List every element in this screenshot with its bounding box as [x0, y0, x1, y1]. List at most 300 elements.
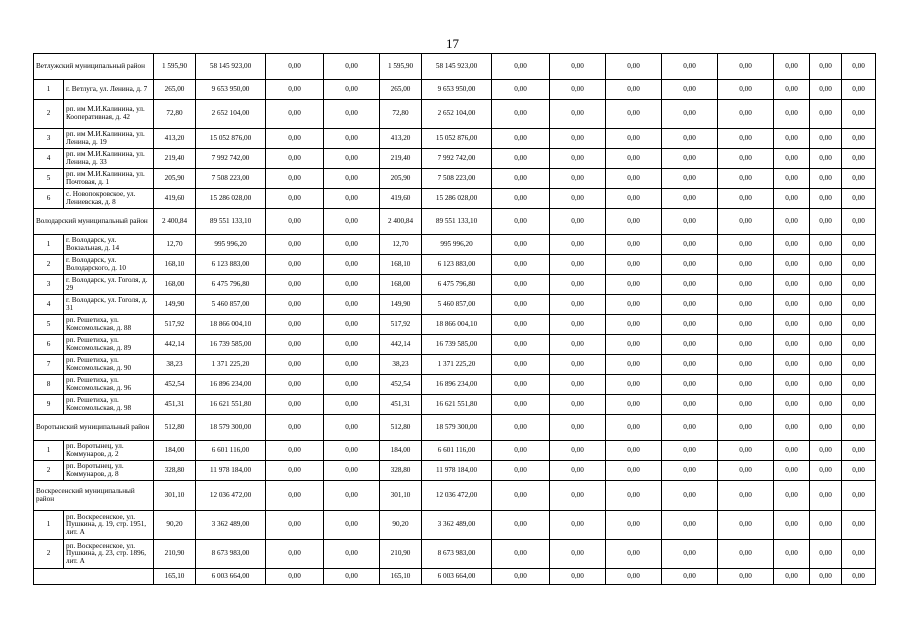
value-cell: 0,00 [324, 335, 380, 355]
value-cell: 0,00 [606, 80, 662, 100]
value-cell: 0,00 [266, 100, 324, 129]
value-cell: 0,00 [774, 80, 810, 100]
value-cell: 0,00 [662, 255, 718, 275]
value-cell: 0,00 [266, 275, 324, 295]
address-cell: с. Новопокровское, ул. Лениевская, д. 8 [64, 189, 154, 209]
value-cell: 0,00 [774, 169, 810, 189]
value-cell: 0,00 [550, 315, 606, 335]
value-cell: 0,00 [606, 540, 662, 569]
value-cell: 16 739 585,00 [422, 335, 492, 355]
value-cell: 0,00 [492, 441, 550, 461]
row-number: 6 [34, 335, 64, 355]
value-cell: 0,00 [550, 415, 606, 441]
value-cell: 0,00 [842, 335, 876, 355]
value-cell: 219,40 [380, 149, 422, 169]
value-cell: 72,80 [380, 100, 422, 129]
value-cell: 0,00 [606, 315, 662, 335]
value-cell: 7 508 223,00 [422, 169, 492, 189]
value-cell: 0,00 [662, 461, 718, 481]
value-cell: 328,80 [154, 461, 196, 481]
value-cell: 0,00 [324, 569, 380, 585]
value-cell: 15 052 876,00 [196, 129, 266, 149]
value-cell: 0,00 [662, 54, 718, 80]
value-cell: 0,00 [266, 235, 324, 255]
value-cell: 6 601 116,00 [196, 441, 266, 461]
address-cell: рп. Воротынец, ул. Коммунаров, д. 8 [64, 461, 154, 481]
table-row [34, 461, 876, 481]
value-cell: 0,00 [810, 540, 842, 569]
value-cell: 18 866 004,10 [422, 315, 492, 335]
value-cell: 38,23 [154, 355, 196, 375]
value-cell: 0,00 [774, 441, 810, 461]
row-number: 4 [34, 295, 64, 315]
value-cell: 0,00 [842, 100, 876, 129]
value-cell: 16 621 551,80 [422, 395, 492, 415]
value-cell: 0,00 [324, 355, 380, 375]
value-cell: 0,00 [662, 209, 718, 235]
table-row [34, 255, 876, 275]
value-cell: 0,00 [492, 275, 550, 295]
row-number: 1 [34, 235, 64, 255]
value-cell: 0,00 [810, 415, 842, 441]
value-cell: 0,00 [774, 129, 810, 149]
value-cell: 0,00 [266, 255, 324, 275]
table-row [34, 275, 876, 295]
page-number: 17 [446, 36, 459, 51]
value-cell: 0,00 [492, 80, 550, 100]
value-cell: 0,00 [266, 415, 324, 441]
value-cell: 0,00 [606, 511, 662, 540]
value-cell: 0,00 [662, 395, 718, 415]
value-cell: 0,00 [662, 375, 718, 395]
value-cell: 58 145 923,00 [422, 54, 492, 80]
address-cell: г. Володарск, ул. Володарского, д. 10 [64, 255, 154, 275]
value-cell: 0,00 [718, 100, 774, 129]
value-cell: 8 673 983,00 [422, 540, 492, 569]
value-cell: 184,00 [154, 441, 196, 461]
value-cell: 15 286 028,00 [196, 189, 266, 209]
row-number: 6 [34, 189, 64, 209]
value-cell: 0,00 [324, 295, 380, 315]
value-cell: 0,00 [606, 54, 662, 80]
value-cell: 3 362 489,00 [422, 511, 492, 540]
value-cell: 517,92 [154, 315, 196, 335]
value-cell: 301,10 [154, 481, 196, 511]
value-cell: 0,00 [324, 275, 380, 295]
address-cell: рп. им М.И.Калинина, ул. Ленина, д. 19 [64, 129, 154, 149]
value-cell: 0,00 [718, 129, 774, 149]
address-cell: рп. Решетиха, ул. Комсомольская, д. 88 [64, 315, 154, 335]
value-cell: 12,70 [154, 235, 196, 255]
value-cell: 1 371 225,20 [196, 355, 266, 375]
value-cell: 413,20 [380, 129, 422, 149]
value-cell: 0,00 [606, 481, 662, 511]
value-cell: 0,00 [810, 275, 842, 295]
value-cell: 0,00 [842, 395, 876, 415]
value-cell: 0,00 [492, 355, 550, 375]
value-cell: 58 145 923,00 [196, 54, 266, 80]
value-cell: 0,00 [492, 569, 550, 585]
value-cell: 0,00 [718, 441, 774, 461]
region-total-row [34, 481, 876, 511]
value-cell: 0,00 [842, 235, 876, 255]
value-cell: 0,00 [266, 169, 324, 189]
value-cell: 0,00 [810, 189, 842, 209]
value-cell: 1 371 225,20 [422, 355, 492, 375]
address-cell: рп. Решетиха, ул. Комсомольская, д. 89 [64, 335, 154, 355]
value-cell: 0,00 [774, 275, 810, 295]
value-cell: 0,00 [842, 441, 876, 461]
value-cell: 0,00 [492, 189, 550, 209]
value-cell: 0,00 [810, 255, 842, 275]
value-cell: 301,10 [380, 481, 422, 511]
value-cell: 18 579 300,00 [422, 415, 492, 441]
value-cell: 5 460 857,00 [422, 295, 492, 315]
value-cell: 0,00 [810, 54, 842, 80]
value-cell: 0,00 [774, 335, 810, 355]
value-cell: 0,00 [266, 335, 324, 355]
value-cell: 0,00 [810, 461, 842, 481]
row-number: 5 [34, 315, 64, 335]
value-cell: 0,00 [842, 149, 876, 169]
value-cell: 0,00 [842, 295, 876, 315]
value-cell: 0,00 [606, 100, 662, 129]
table-row [34, 80, 876, 100]
value-cell: 72,80 [154, 100, 196, 129]
value-cell: 0,00 [606, 189, 662, 209]
value-cell: 0,00 [324, 315, 380, 335]
value-cell: 6 003 664,00 [196, 569, 266, 585]
value-cell: 0,00 [718, 355, 774, 375]
value-cell: 0,00 [718, 569, 774, 585]
value-cell: 0,00 [718, 375, 774, 395]
value-cell: 0,00 [266, 481, 324, 511]
value-cell: 6 475 796,80 [196, 275, 266, 295]
value-cell: 0,00 [606, 235, 662, 255]
row-number: 2 [34, 461, 64, 481]
value-cell: 0,00 [774, 255, 810, 275]
address-cell: рп. Решетиха, ул. Комсомольская, д. 90 [64, 355, 154, 375]
value-cell: 5 460 857,00 [196, 295, 266, 315]
address-cell: рп. им М.И.Калинина, ул. Почтовая, д. 1 [64, 169, 154, 189]
value-cell: 0,00 [810, 315, 842, 335]
row-number: 2 [34, 540, 64, 569]
trailing-total-row [34, 569, 876, 585]
region-name: Володарский муниципальный район [34, 209, 154, 235]
value-cell: 168,00 [154, 275, 196, 295]
value-cell: 205,90 [154, 169, 196, 189]
value-cell: 12 036 472,00 [196, 481, 266, 511]
value-cell: 16 621 551,80 [196, 395, 266, 415]
value-cell: 0,00 [842, 169, 876, 189]
value-cell: 168,00 [380, 275, 422, 295]
value-cell: 0,00 [266, 461, 324, 481]
row-number: 1 [34, 511, 64, 540]
value-cell: 0,00 [662, 275, 718, 295]
value-cell: 0,00 [810, 80, 842, 100]
value-cell: 0,00 [606, 275, 662, 295]
value-cell: 0,00 [810, 295, 842, 315]
value-cell: 6 123 883,00 [422, 255, 492, 275]
value-cell: 0,00 [810, 335, 842, 355]
value-cell: 451,31 [380, 395, 422, 415]
value-cell: 442,14 [380, 335, 422, 355]
value-cell: 0,00 [842, 481, 876, 511]
row-number: 4 [34, 149, 64, 169]
value-cell: 0,00 [810, 209, 842, 235]
value-cell: 0,00 [550, 54, 606, 80]
value-cell: 0,00 [718, 275, 774, 295]
value-cell: 0,00 [492, 129, 550, 149]
value-cell: 0,00 [810, 355, 842, 375]
value-cell: 0,00 [774, 235, 810, 255]
value-cell: 6 601 116,00 [422, 441, 492, 461]
value-cell: 0,00 [842, 511, 876, 540]
value-cell: 0,00 [774, 355, 810, 375]
value-cell: 0,00 [774, 295, 810, 315]
value-cell: 0,00 [324, 100, 380, 129]
value-cell: 0,00 [718, 255, 774, 275]
value-cell: 0,00 [774, 481, 810, 511]
value-cell: 0,00 [718, 395, 774, 415]
value-cell: 0,00 [718, 235, 774, 255]
value-cell: 0,00 [324, 481, 380, 511]
table-row [34, 511, 876, 540]
value-cell: 0,00 [492, 540, 550, 569]
value-cell: 0,00 [662, 335, 718, 355]
value-cell: 0,00 [842, 415, 876, 441]
value-cell: 512,80 [154, 415, 196, 441]
value-cell: 0,00 [550, 255, 606, 275]
value-cell: 0,00 [324, 209, 380, 235]
value-cell: 265,00 [154, 80, 196, 100]
value-cell: 38,23 [380, 355, 422, 375]
value-cell: 0,00 [550, 235, 606, 255]
value-cell: 0,00 [266, 315, 324, 335]
value-cell: 0,00 [718, 149, 774, 169]
value-cell: 0,00 [662, 355, 718, 375]
value-cell: 0,00 [810, 100, 842, 129]
value-cell: 0,00 [718, 169, 774, 189]
value-cell: 6 123 883,00 [196, 255, 266, 275]
value-cell: 210,90 [154, 540, 196, 569]
value-cell: 0,00 [662, 315, 718, 335]
row-number: 9 [34, 395, 64, 415]
row-number: 1 [34, 441, 64, 461]
value-cell: 0,00 [810, 511, 842, 540]
value-cell: 0,00 [662, 569, 718, 585]
value-cell: 12,70 [380, 235, 422, 255]
value-cell: 0,00 [324, 540, 380, 569]
value-cell: 442,14 [154, 335, 196, 355]
row-number: 5 [34, 169, 64, 189]
value-cell: 0,00 [266, 149, 324, 169]
value-cell: 184,00 [380, 441, 422, 461]
value-cell: 0,00 [810, 129, 842, 149]
value-cell: 0,00 [550, 375, 606, 395]
row-number: 7 [34, 355, 64, 375]
value-cell: 0,00 [550, 189, 606, 209]
value-cell: 0,00 [662, 441, 718, 461]
value-cell: 0,00 [662, 481, 718, 511]
value-cell: 0,00 [774, 461, 810, 481]
value-cell: 90,20 [154, 511, 196, 540]
value-cell: 0,00 [266, 395, 324, 415]
table-row [34, 189, 876, 209]
value-cell: 0,00 [718, 295, 774, 315]
value-cell: 2 652 104,00 [422, 100, 492, 129]
value-cell: 0,00 [810, 169, 842, 189]
value-cell: 0,00 [662, 129, 718, 149]
value-cell: 0,00 [810, 149, 842, 169]
value-cell: 0,00 [810, 441, 842, 461]
value-cell: 12 036 472,00 [422, 481, 492, 511]
value-cell: 0,00 [266, 129, 324, 149]
value-cell: 89 551 133,10 [196, 209, 266, 235]
value-cell: 0,00 [718, 54, 774, 80]
value-cell: 0,00 [550, 295, 606, 315]
value-cell: 0,00 [550, 441, 606, 461]
value-cell: 0,00 [492, 169, 550, 189]
value-cell: 0,00 [718, 80, 774, 100]
value-cell: 0,00 [492, 149, 550, 169]
value-cell: 451,31 [154, 395, 196, 415]
value-cell: 0,00 [662, 149, 718, 169]
value-cell: 0,00 [324, 255, 380, 275]
value-cell: 0,00 [492, 415, 550, 441]
value-cell: 0,00 [774, 100, 810, 129]
value-cell: 517,92 [380, 315, 422, 335]
value-cell: 0,00 [324, 54, 380, 80]
value-cell: 0,00 [606, 569, 662, 585]
value-cell: 18 579 300,00 [196, 415, 266, 441]
value-cell: 0,00 [492, 511, 550, 540]
value-cell: 0,00 [266, 80, 324, 100]
value-cell: 0,00 [550, 80, 606, 100]
address-cell: г. Володарск, ул. Вокзальная, д. 14 [64, 235, 154, 255]
value-cell: 452,54 [154, 375, 196, 395]
value-cell: 0,00 [550, 149, 606, 169]
value-cell: 0,00 [606, 149, 662, 169]
value-cell: 168,10 [154, 255, 196, 275]
value-cell: 0,00 [492, 335, 550, 355]
value-cell: 0,00 [492, 481, 550, 511]
value-cell: 0,00 [842, 189, 876, 209]
value-cell: 265,00 [380, 80, 422, 100]
value-cell: 9 653 950,00 [196, 80, 266, 100]
value-cell: 0,00 [492, 100, 550, 129]
value-cell: 0,00 [550, 569, 606, 585]
value-cell: 11 978 184,00 [422, 461, 492, 481]
value-cell: 0,00 [774, 209, 810, 235]
value-cell: 0,00 [550, 355, 606, 375]
value-cell: 419,60 [380, 189, 422, 209]
value-cell: 15 286 028,00 [422, 189, 492, 209]
value-cell: 89 551 133,10 [422, 209, 492, 235]
value-cell: 0,00 [324, 415, 380, 441]
value-cell: 0,00 [810, 395, 842, 415]
value-cell: 0,00 [324, 461, 380, 481]
value-cell: 1 595,90 [154, 54, 196, 80]
value-cell: 16 896 234,00 [196, 375, 266, 395]
value-cell: 0,00 [842, 275, 876, 295]
value-cell: 0,00 [718, 315, 774, 335]
row-number: 1 [34, 80, 64, 100]
value-cell: 0,00 [606, 415, 662, 441]
address-cell: г. Ветлуга, ул. Ленина, д. 7 [64, 80, 154, 100]
address-cell: г. Володарск, ул. Гоголя, д. 29 [64, 275, 154, 295]
table-row [34, 129, 876, 149]
value-cell: 0,00 [606, 461, 662, 481]
value-cell: 2 652 104,00 [196, 100, 266, 129]
value-cell: 995 996,20 [196, 235, 266, 255]
value-cell: 149,90 [380, 295, 422, 315]
value-cell: 0,00 [718, 511, 774, 540]
value-cell: 0,00 [266, 54, 324, 80]
value-cell: 0,00 [842, 80, 876, 100]
value-cell: 0,00 [718, 209, 774, 235]
table-row [34, 395, 876, 415]
value-cell: 0,00 [842, 129, 876, 149]
value-cell: 0,00 [492, 461, 550, 481]
value-cell: 0,00 [606, 295, 662, 315]
value-cell: 0,00 [550, 395, 606, 415]
value-cell: 0,00 [266, 511, 324, 540]
value-cell: 0,00 [550, 540, 606, 569]
value-cell: 419,60 [154, 189, 196, 209]
address-cell: рп. Воротынец, ул. Коммунаров, д. 2 [64, 441, 154, 461]
value-cell: 0,00 [550, 481, 606, 511]
value-cell: 0,00 [774, 375, 810, 395]
value-cell: 0,00 [606, 209, 662, 235]
row-number: 3 [34, 275, 64, 295]
value-cell: 0,00 [662, 415, 718, 441]
value-cell: 0,00 [718, 415, 774, 441]
value-cell: 0,00 [662, 235, 718, 255]
value-cell: 0,00 [550, 209, 606, 235]
value-cell: 0,00 [662, 189, 718, 209]
value-cell: 168,10 [380, 255, 422, 275]
value-cell: 452,54 [380, 375, 422, 395]
value-cell: 0,00 [492, 375, 550, 395]
value-cell: 7 992 742,00 [196, 149, 266, 169]
value-cell: 219,40 [154, 149, 196, 169]
value-cell: 0,00 [842, 255, 876, 275]
value-cell: 0,00 [492, 255, 550, 275]
value-cell: 210,90 [380, 540, 422, 569]
value-cell: 0,00 [842, 315, 876, 335]
value-cell: 0,00 [718, 335, 774, 355]
region-name: Воскресенский муниципальный район [34, 481, 154, 511]
row-number: 8 [34, 375, 64, 395]
value-cell: 0,00 [842, 569, 876, 585]
address-cell: рп. им М.И.Калинина, ул. Кооперативная, д. 42 [64, 100, 154, 129]
value-cell: 0,00 [266, 355, 324, 375]
value-cell: 165,10 [380, 569, 422, 585]
value-cell: 0,00 [606, 375, 662, 395]
value-cell: 0,00 [550, 169, 606, 189]
value-cell: 0,00 [810, 569, 842, 585]
value-cell: 0,00 [324, 189, 380, 209]
value-cell: 0,00 [550, 335, 606, 355]
value-cell: 0,00 [606, 255, 662, 275]
value-cell: 0,00 [324, 80, 380, 100]
value-cell: 0,00 [266, 295, 324, 315]
value-cell: 0,00 [842, 461, 876, 481]
value-cell: 0,00 [492, 395, 550, 415]
value-cell: 0,00 [606, 335, 662, 355]
value-cell: 0,00 [842, 540, 876, 569]
